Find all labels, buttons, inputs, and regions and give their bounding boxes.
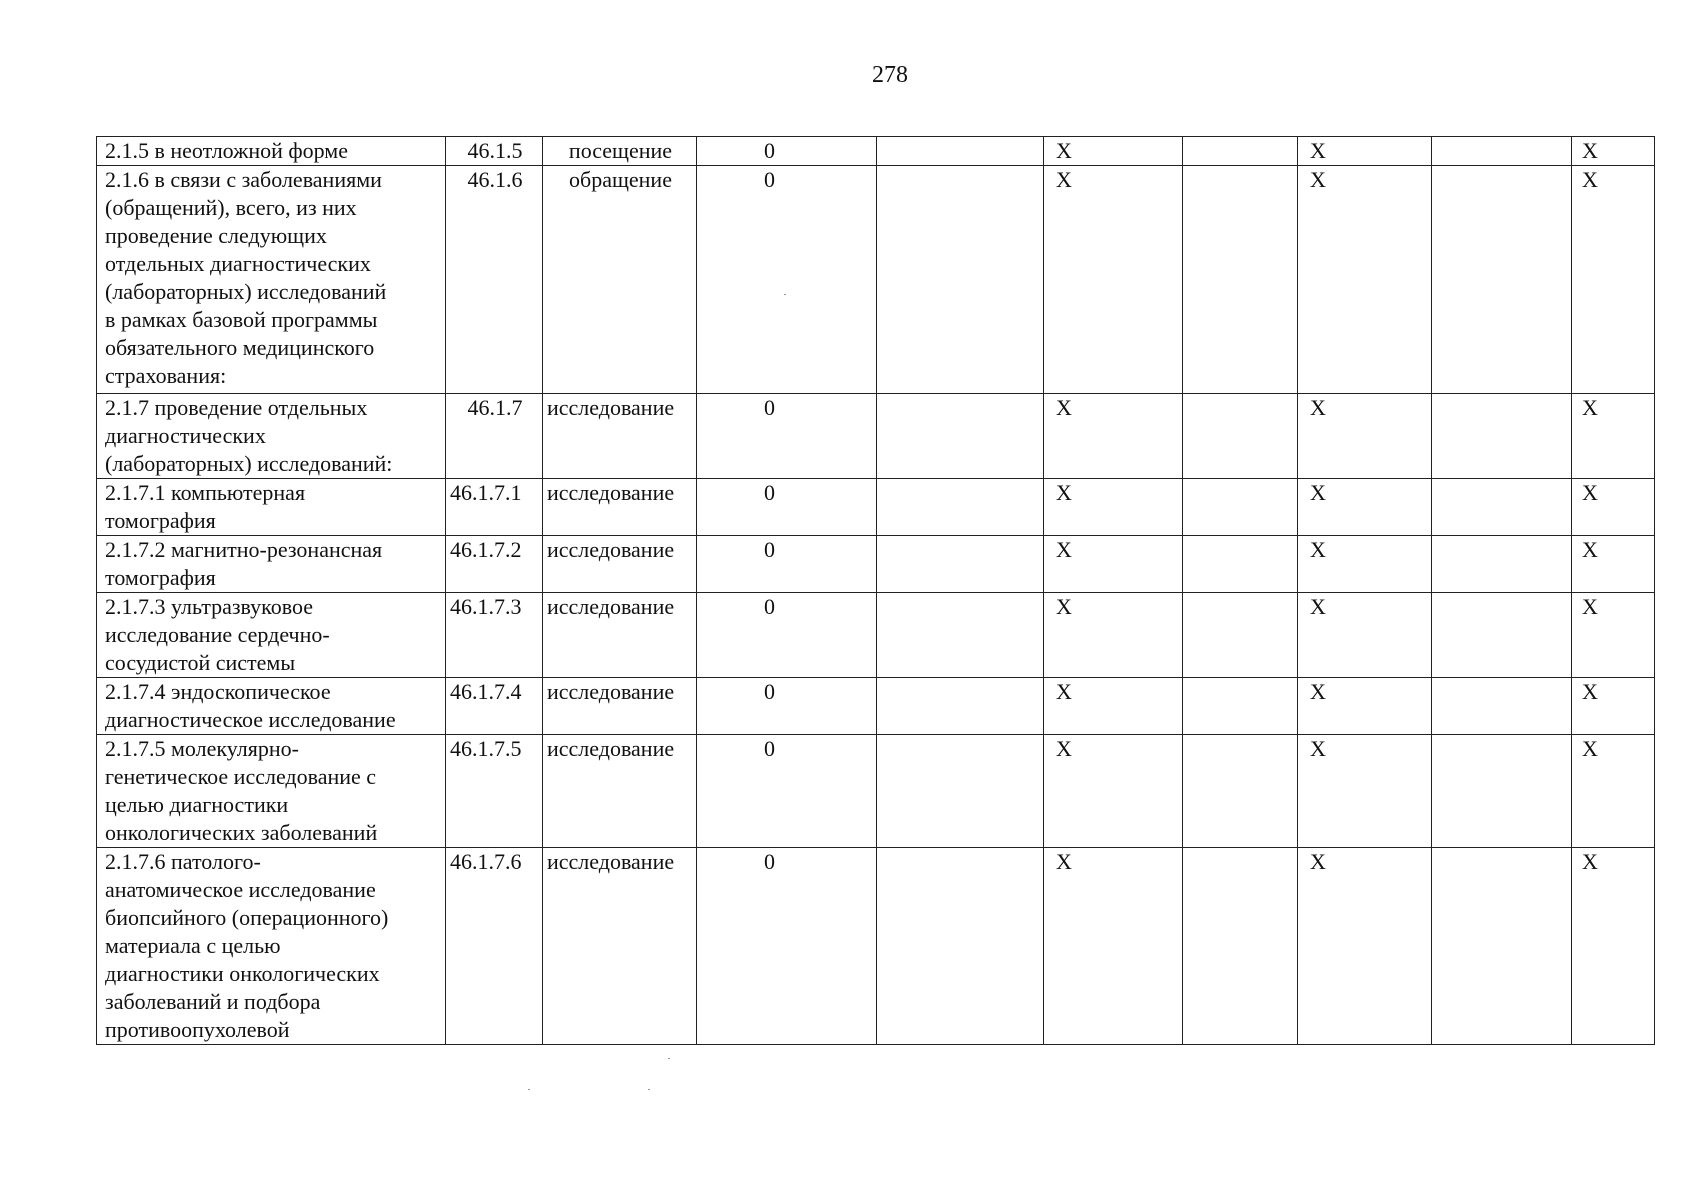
- row-value-cell: 0: [697, 678, 877, 735]
- x-mark-cell: Х: [1044, 479, 1183, 536]
- x-mark-cell: Х: [1572, 735, 1655, 848]
- row-name-cell: 2.1.7.6 патолого- анатомическое исследование биопсийного (операционного) материала с целью диагностики онкологических заболеваний и подбора противоопухолевой: [97, 848, 446, 1045]
- table-row: [97, 536, 1655, 593]
- row-code-cell: 46.1.7.2: [446, 536, 543, 593]
- row-value-cell: 0: [697, 848, 877, 1045]
- x-mark-cell: Х: [1044, 593, 1183, 678]
- empty-cell: [1183, 166, 1298, 394]
- row-code-cell: 46.1.7.5: [446, 735, 543, 848]
- row-value-cell: 0: [697, 479, 877, 536]
- x-mark-cell: Х: [1044, 678, 1183, 735]
- empty-cell: [1432, 166, 1572, 394]
- row-value-cell: 0: [697, 394, 877, 479]
- scan-speck: [528, 1089, 530, 1090]
- x-mark-cell: Х: [1044, 394, 1183, 479]
- empty-cell: [1183, 735, 1298, 848]
- table-row: [97, 479, 1655, 536]
- row-unit-cell: исследование: [543, 593, 697, 678]
- row-code-cell: 46.1.7.3: [446, 593, 543, 678]
- row-name-cell: 2.1.7.1 компьютерная томография: [97, 479, 446, 536]
- x-mark-cell: Х: [1044, 536, 1183, 593]
- row-unit-cell: исследование: [543, 394, 697, 479]
- scan-speck: [784, 294, 786, 295]
- row-code-cell: 46.1.7.6: [446, 848, 543, 1045]
- x-mark-cell: Х: [1572, 394, 1655, 479]
- row-value-cell: 0: [697, 735, 877, 848]
- empty-cell: [877, 848, 1044, 1045]
- row-code-cell: 46.1.6: [446, 166, 543, 394]
- x-mark-cell: Х: [1044, 735, 1183, 848]
- empty-cell: [1432, 678, 1572, 735]
- empty-cell: [877, 166, 1044, 394]
- empty-cell: [877, 479, 1044, 536]
- empty-cell: [1183, 678, 1298, 735]
- row-value-cell: 0: [697, 166, 877, 394]
- row-value-cell: 0: [697, 536, 877, 593]
- x-mark-cell: Х: [1298, 166, 1432, 394]
- empty-cell: [877, 394, 1044, 479]
- table-row: [97, 593, 1655, 678]
- data-table: [96, 136, 1655, 1045]
- empty-cell: [1183, 848, 1298, 1045]
- row-unit-cell: исследование: [543, 678, 697, 735]
- empty-cell: [1432, 137, 1572, 166]
- empty-cell: [1183, 593, 1298, 678]
- x-mark-cell: Х: [1044, 137, 1183, 166]
- x-mark-cell: Х: [1298, 593, 1432, 678]
- row-name-cell: 2.1.7.4 эндоскопическое диагностическое исследование: [97, 678, 446, 735]
- empty-cell: [1183, 137, 1298, 166]
- empty-cell: [877, 536, 1044, 593]
- scan-speck: [668, 1058, 670, 1059]
- x-mark-cell: Х: [1572, 536, 1655, 593]
- row-value-cell: 0: [697, 137, 877, 166]
- x-mark-cell: Х: [1044, 166, 1183, 394]
- row-value-cell: 0: [697, 593, 877, 678]
- row-name-cell: 2.1.7.3 ультразвуковое исследование сердечно- сосудистой системы: [97, 593, 446, 678]
- table-row: [97, 137, 1655, 166]
- x-mark-cell: Х: [1298, 479, 1432, 536]
- table-row: [97, 166, 1655, 394]
- x-mark-cell: Х: [1298, 536, 1432, 593]
- empty-cell: [1183, 479, 1298, 536]
- row-unit-cell: исследование: [543, 735, 697, 848]
- x-mark-cell: Х: [1572, 593, 1655, 678]
- empty-cell: [1432, 394, 1572, 479]
- x-mark-cell: Х: [1298, 848, 1432, 1045]
- row-unit-cell: посещение: [543, 137, 697, 166]
- x-mark-cell: Х: [1572, 137, 1655, 166]
- x-mark-cell: Х: [1572, 479, 1655, 536]
- row-code-cell: 46.1.5: [446, 137, 543, 166]
- row-name-cell: 2.1.7.5 молекулярно- генетическое исследование с целью диагностики онкологических заболеваний: [97, 735, 446, 848]
- page-number: 278: [872, 62, 908, 88]
- empty-cell: [1183, 536, 1298, 593]
- empty-cell: [1432, 479, 1572, 536]
- empty-cell: [1432, 536, 1572, 593]
- row-code-cell: 46.1.7: [446, 394, 543, 479]
- x-mark-cell: Х: [1044, 848, 1183, 1045]
- row-code-cell: 46.1.7.1: [446, 479, 543, 536]
- empty-cell: [1432, 593, 1572, 678]
- scan-speck: [648, 1089, 650, 1090]
- table-row: [97, 394, 1655, 479]
- table-row: [97, 735, 1655, 848]
- x-mark-cell: Х: [1298, 678, 1432, 735]
- row-unit-cell: исследование: [543, 536, 697, 593]
- row-name-cell: 2.1.5 в неотложной форме: [97, 137, 446, 166]
- x-mark-cell: Х: [1572, 678, 1655, 735]
- x-mark-cell: Х: [1298, 394, 1432, 479]
- empty-cell: [1183, 394, 1298, 479]
- empty-cell: [1432, 848, 1572, 1045]
- empty-cell: [877, 137, 1044, 166]
- empty-cell: [877, 678, 1044, 735]
- x-mark-cell: Х: [1298, 735, 1432, 848]
- empty-cell: [877, 593, 1044, 678]
- x-mark-cell: Х: [1572, 166, 1655, 394]
- empty-cell: [1432, 735, 1572, 848]
- row-unit-cell: исследование: [543, 848, 697, 1045]
- row-code-cell: 46.1.7.4: [446, 678, 543, 735]
- empty-cell: [877, 735, 1044, 848]
- row-name-cell: 2.1.7.2 магнитно-резонансная томография: [97, 536, 446, 593]
- x-mark-cell: Х: [1572, 848, 1655, 1045]
- x-mark-cell: Х: [1298, 137, 1432, 166]
- row-unit-cell: обращение: [543, 166, 697, 394]
- table-row: [97, 678, 1655, 735]
- row-name-cell: 2.1.6 в связи с заболеваниями (обращений), всего, из них проведение следующих отдельных диагностических (лабораторных) исследований в рамках базовой программы обязательного медицинского страхования:: [97, 166, 446, 394]
- row-unit-cell: исследование: [543, 479, 697, 536]
- row-name-cell: 2.1.7 проведение отдельных диагностических (лабораторных) исследований:: [97, 394, 446, 479]
- table-row: [97, 848, 1655, 1045]
